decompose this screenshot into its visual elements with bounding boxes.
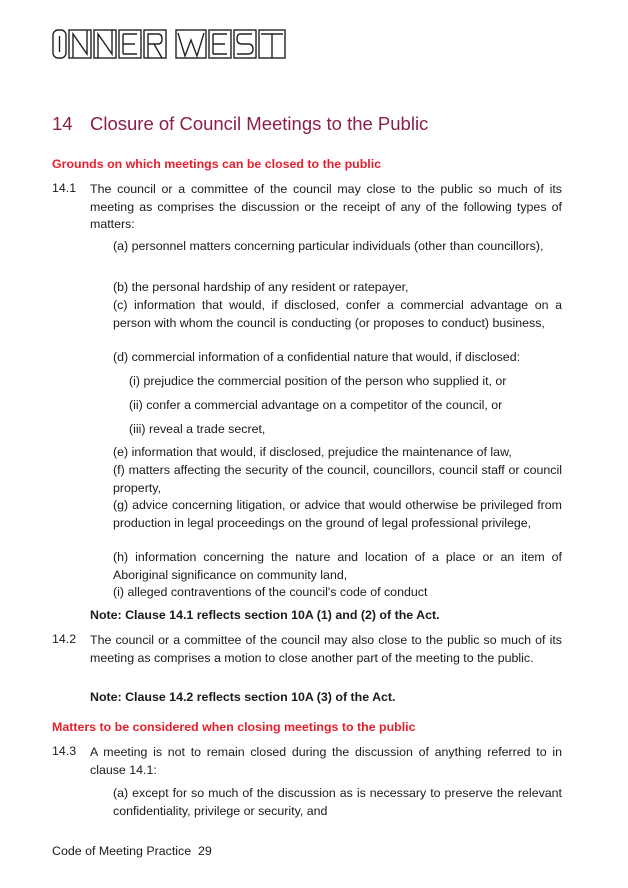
section-title-text: Closure of Council Meetings to the Public <box>90 113 429 134</box>
clause-14-3-text: A meeting is not to remain closed during the discussion of anything referred to in clause 14.1: <box>90 745 562 777</box>
section-title <box>52 113 428 135</box>
clause-number-14-1: 14.1 <box>52 181 77 195</box>
clause-number-14-3: 14.3 <box>52 744 77 758</box>
clause-14-1-item-d-i: (i) prejudice the commercial position of the person who supplied it, or <box>129 374 507 388</box>
grounds-subheading: Grounds on which meetings can be closed to the public <box>52 157 382 171</box>
clause-14-1-item-a: (a) personnel matters concerning particular individuals (other than councillors), <box>113 239 544 253</box>
clause-14-1-item-d-ii: (ii) confer a commercial advantage on a competitor of the council, or <box>129 398 503 412</box>
page-number: 29 <box>198 844 212 858</box>
matters-subheading: Matters to be considered when closing meetings to the public <box>52 720 416 734</box>
inner-west-logo <box>52 28 292 60</box>
clause-14-2-note: Note: Clause 14.2 reflects section 10A (3) of the Act. <box>90 690 396 704</box>
clause-14-1-item-d: (d) commercial information of a confidential nature that would, if disclosed: <box>113 350 521 364</box>
clause-14-1-item-d-iii: (iii) reveal a trade secret, <box>129 422 266 436</box>
clause-number-14-2: 14.2 <box>52 632 77 646</box>
clause-14-2-text: The council or a committee of the council may also close to the public so much of its meeting as comprises a motion to close another part of the meeting to the public. <box>90 633 562 665</box>
section-number: 14 <box>52 113 73 134</box>
clause-14-1-item-i: (i) alleged contraventions of the council's code of conduct <box>113 585 428 599</box>
clause-14-1-item-g: (g) advice concerning litigation, or advice that would otherwise be privileged from production in legal proceedings on the ground of legal professional privilege, <box>113 498 562 530</box>
clause-14-3-item-a: (a) except for so much of the discussion as is necessary to preserve the relevant confidentiality, privilege or security, and <box>113 786 562 818</box>
clause-14-1-text: The council or a committee of the council may close to the public so much of its meeting as comprises the discussion or the receipt of any of the following types of matters: <box>90 182 562 231</box>
clause-14-1-item-h: (h) information concerning the nature and location of a place or an item of Aboriginal significance on community land, <box>113 550 562 582</box>
clause-14-1-note: Note: Clause 14.1 reflects section 10A (1) and (2) of the Act. <box>90 608 440 622</box>
clause-14-1-item-c: (c) information that would, if disclosed, confer a commercial advantage on a person with whom the council is conducting (or proposes to conduct) business, <box>113 298 562 330</box>
clause-14-1-item-e: (e) information that would, if disclosed, prejudice the maintenance of law, <box>113 445 512 459</box>
clause-14-1-item-b: (b) the personal hardship of any resident or ratepayer, <box>113 280 409 294</box>
footer-label: Code of Meeting Practice <box>52 844 192 858</box>
page-footer <box>52 844 212 858</box>
clause-14-1-item-f: (f) matters affecting the security of the council, councillors, council staff or council property, <box>113 463 562 495</box>
